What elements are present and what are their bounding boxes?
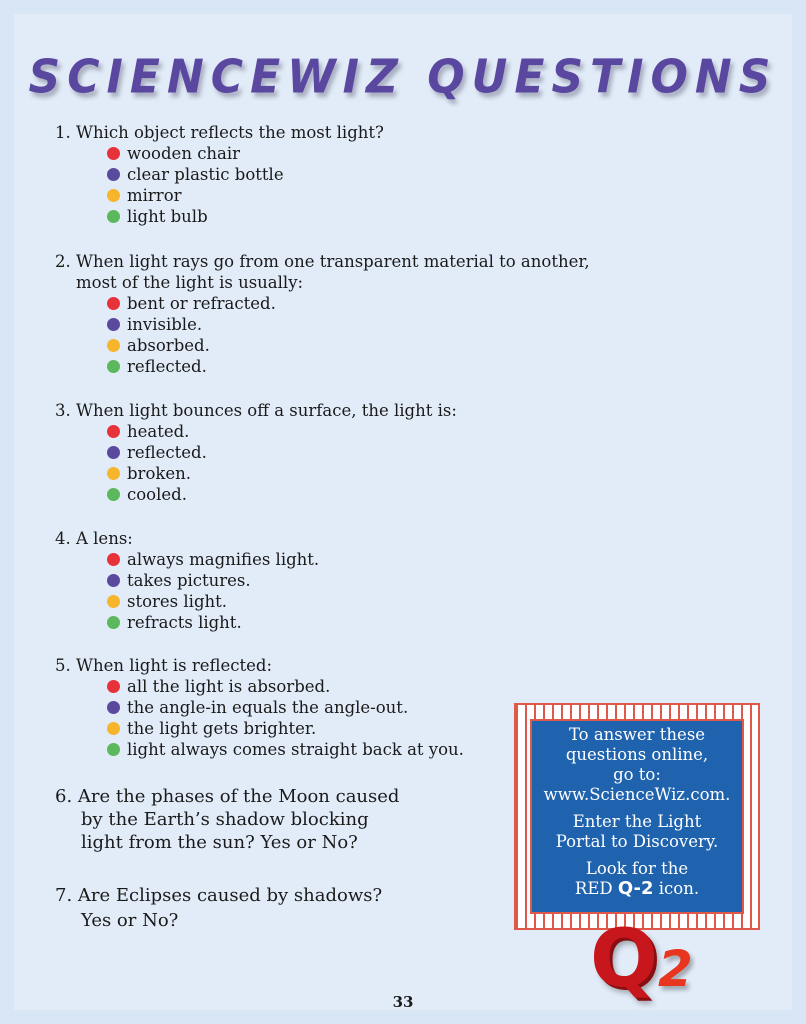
info-box (514, 703, 760, 930)
bullet-dot-icon (107, 553, 120, 566)
info-text: go to: (613, 765, 661, 784)
bullet-dot-icon (107, 701, 120, 714)
question-7 (55, 884, 382, 932)
answer-option[interactable] (55, 185, 384, 206)
bullet-dot-icon (107, 318, 120, 331)
answer-option-label: heated. (127, 422, 190, 441)
bullet-dot-icon (107, 425, 120, 438)
q2-logo (590, 912, 693, 1005)
answer-option-label: broken. (127, 464, 192, 483)
answer-option[interactable] (55, 718, 464, 739)
info-text: questions online, (565, 745, 709, 764)
info-text: icon. (658, 879, 700, 898)
bullet-dot-icon (107, 722, 120, 735)
question-4 (55, 528, 319, 633)
info-box-content (530, 719, 744, 914)
answer-option[interactable] (55, 356, 590, 377)
answer-option-label: clear plastic bottle (127, 165, 284, 184)
answer-option[interactable] (55, 484, 457, 505)
bullet-dot-icon (107, 339, 120, 352)
answer-option-label: invisible. (127, 315, 203, 334)
question-5 (55, 655, 464, 760)
bullet-dot-icon (107, 189, 120, 202)
question-7-line: 7. Are Eclipses caused by shadows? (55, 885, 383, 906)
q2-logo-q: Q (590, 912, 659, 1005)
answer-option[interactable] (55, 463, 457, 484)
bullet-dot-icon (107, 595, 120, 608)
answer-option-label: reflected. (127, 357, 207, 376)
question-stem: 3. When light bounces off a surface, the light is: (55, 401, 457, 420)
answer-option-label: reflected. (127, 443, 207, 462)
bullet-dot-icon (107, 168, 120, 181)
answer-option[interactable] (55, 442, 457, 463)
page-title: SCIENCEWIZ QUESTIONS (28, 50, 778, 105)
q2-label: Q-2 (617, 878, 654, 899)
bullet-dot-icon (107, 488, 120, 501)
info-text: Look for the (585, 859, 689, 878)
bullet-dot-icon (107, 743, 120, 756)
question-stem: 4. A lens: (55, 529, 133, 548)
question-1 (55, 122, 384, 227)
question-stem-continued: most of the light is usually: (76, 273, 304, 292)
question-6-line: 6. Are the phases of the Moon caused (55, 786, 400, 807)
answer-option-label: refracts light. (127, 613, 242, 632)
info-text: Portal to Discovery. (555, 832, 719, 851)
question-3 (55, 400, 457, 505)
answer-option-label: mirror (127, 186, 182, 205)
answer-option[interactable] (55, 697, 464, 718)
answer-option[interactable] (55, 314, 590, 335)
answer-option[interactable] (55, 676, 464, 697)
question-6-line: by the Earth’s shadow blocking (81, 809, 369, 830)
bullet-dot-icon (107, 147, 120, 160)
page-number: 33 (392, 993, 414, 1011)
question-7-line: Yes or No? (81, 910, 179, 931)
bullet-dot-icon (107, 446, 120, 459)
info-text: RED (574, 879, 613, 898)
info-text: Enter the Light (572, 812, 702, 831)
answer-option-label: bent or refracted. (127, 294, 276, 313)
answer-option-label: absorbed. (127, 336, 210, 355)
bullet-dot-icon (107, 680, 120, 693)
answer-option[interactable] (55, 612, 319, 633)
answer-option[interactable] (55, 335, 590, 356)
bullet-dot-icon (107, 297, 120, 310)
question-stem: 5. When light is reflected: (55, 656, 272, 675)
answer-option-label: all the light is absorbed. (127, 677, 331, 696)
answer-option-label: takes pictures. (127, 571, 251, 590)
bullet-dot-icon (107, 360, 120, 373)
answer-option[interactable] (55, 549, 319, 570)
answer-option[interactable] (55, 164, 384, 185)
answer-option-label: the angle-in equals the angle-out. (127, 698, 409, 717)
answer-option[interactable] (55, 421, 457, 442)
answer-option[interactable] (55, 143, 384, 164)
answer-option-label: light always comes straight back at you. (127, 740, 464, 759)
answer-option-label: wooden chair (127, 144, 241, 163)
bullet-dot-icon (107, 210, 120, 223)
answer-option[interactable] (55, 293, 590, 314)
website-link[interactable]: www.ScienceWiz.com. (543, 785, 731, 804)
question-stem: 1. Which object reflects the most light? (55, 123, 384, 142)
question-6 (55, 785, 399, 854)
question-6-line: light from the sun? Yes or No? (81, 832, 358, 853)
bullet-dot-icon (107, 574, 120, 587)
answer-option-label: stores light. (127, 592, 228, 611)
answer-option[interactable] (55, 206, 384, 227)
answer-option-label: light bulb (127, 207, 208, 226)
question-stem: 2. When light rays go from one transparent material to another, (55, 252, 590, 271)
answer-option-label: cooled. (127, 485, 187, 504)
bullet-dot-icon (107, 467, 120, 480)
question-2 (55, 251, 590, 377)
answer-option[interactable] (55, 591, 319, 612)
bullet-dot-icon (107, 616, 120, 629)
q2-logo-number: 2 (658, 940, 693, 998)
answer-option-label: always magnifies light. (127, 550, 320, 569)
answer-option[interactable] (55, 739, 464, 760)
answer-option-label: the light gets brighter. (127, 719, 317, 738)
answer-option[interactable] (55, 570, 319, 591)
info-text: To answer these (568, 725, 706, 744)
